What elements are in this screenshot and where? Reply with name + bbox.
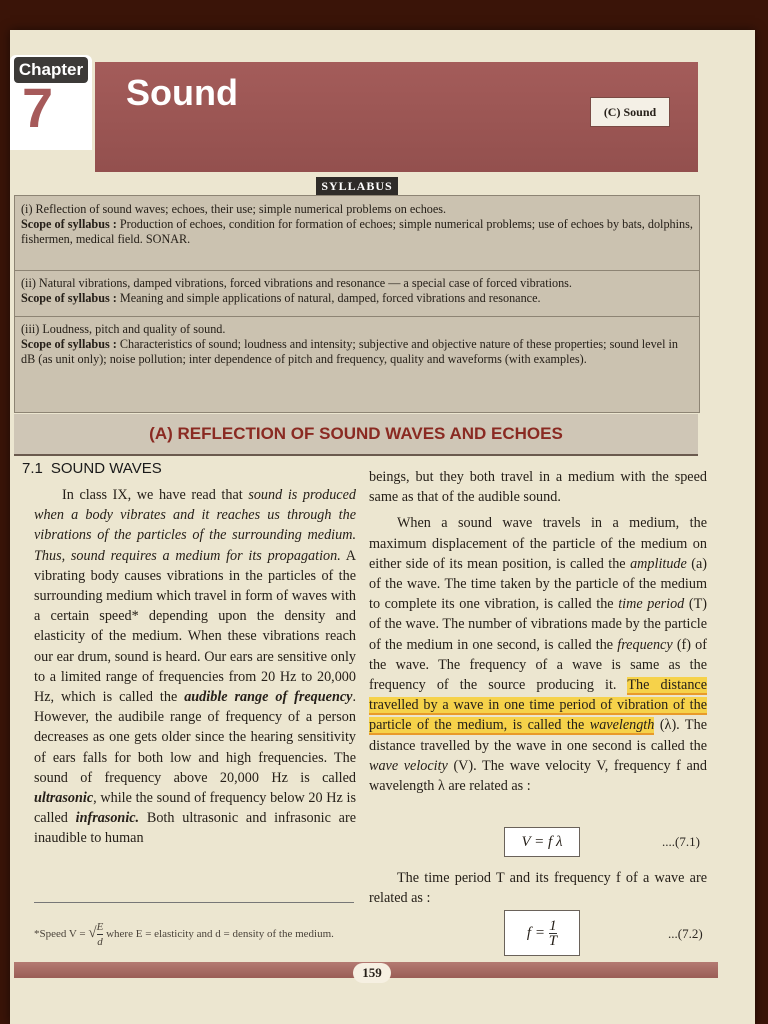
right-column — [369, 467, 707, 796]
syllabus-section-3 — [21, 322, 693, 367]
key-term: infrasonic. — [75, 810, 140, 827]
syllabus-topic: (iii) Loudness, pitch and quality of sound. — [21, 322, 226, 336]
chapter-number: 7 — [22, 76, 54, 139]
key-term: wave velocity — [369, 757, 448, 774]
subsection-number: 7.1 — [22, 460, 43, 477]
equation-box: f = $\frac{1}{T}$ — [504, 910, 580, 956]
chapter-title: Sound — [126, 72, 238, 113]
key-term: frequency — [617, 636, 673, 653]
syllabus-topic: (ii) Natural vibrations, damped vibrations, forced vibrations and resonance — a special case of forced vibrations. — [21, 276, 572, 290]
fraction: $\frac{1}{T}$ — [548, 918, 558, 950]
key-term: audible range of frequency — [184, 689, 353, 706]
footnote-rule — [34, 902, 354, 903]
syllabus-heading: SYLLABUS — [316, 177, 398, 195]
scope-label: Scope of syllabus : — [21, 337, 117, 351]
key-term: ultrasonic — [34, 790, 94, 807]
scope-text: Production of echoes, condition for formation of echoes; simple numerical problems; use of echoes by bats, dolphins, fishermen, medical field. SONAR. — [21, 217, 693, 246]
key-term: time period — [618, 596, 685, 613]
syllabus-box — [14, 195, 700, 413]
divider — [15, 270, 699, 271]
equation-box: V = f λ — [504, 827, 580, 857]
scope-label: Scope of syllabus : — [21, 291, 117, 305]
paragraph: When a sound wave travels in a medium, the maximum displacement of the particle of the medium on either side of its mean position, is called the amplitude (a) of the wave. The time taken by the particle of the medium to complete its one vibration, is called the time period (T) of the wave. The number of vibrations made by the particle of the medium in one second, is called the frequency (f) of the wave. The frequency of a wave is same as the frequency of the source producing it. The distance travelled by a wave in one time period of vibration of the particle of the medium, is called the wavelength (λ). The distance travelled by the wave in one second is called the wave velocity (V). The wave velocity V, frequency f and wavelength λ are related as : — [369, 515, 708, 795]
section-label: (C) Sound — [590, 97, 670, 127]
key-term: amplitude — [630, 555, 687, 572]
scope-text: Meaning and simple applications of natural, damped, forced vibrations and resonance. — [119, 291, 541, 305]
paragraph: beings, but they both travel in a medium with the speed same as that of the audible sound. — [369, 469, 707, 506]
subsection-title: SOUND WAVES — [50, 460, 162, 477]
scope-text: Characteristics of sound; loudness and intensity; subjective and objective nature of these properties; sound level in dB (as unit only); noise pollution; inter dependence of pitch and frequency, quality and waveforms (with examples). — [21, 337, 678, 366]
subsection-heading — [22, 460, 170, 477]
paragraph: The time period T and its frequency f of a wave are related as : — [369, 870, 707, 907]
chapter-label: Chapter — [14, 57, 88, 83]
fraction: $\frac{E}{d}$ — [96, 921, 104, 948]
page-number: 159 — [353, 963, 391, 983]
left-column — [34, 485, 356, 849]
highlighted-text: The distance travelled by a wave in one time period of vibration of the particle of the medium, is called the wavelength — [369, 677, 708, 734]
syllabus-topic: (i) Reflection of sound waves; echoes, their use; simple numerical problems on echoes. — [21, 202, 447, 216]
key-term: wavelength — [589, 717, 655, 734]
paragraph: In class IX, we have read that sound is produced when a body vibrates and it reaches us through the vibrations of the particles of the surrounding medium. Thus, sound requires a medium for its propagation. A vibrating body causes vibrations in the particles of the surrounding medium which travel in form of waves with a certain speed* depending upon the density and elasticity of the medium. When these vibrations reach our ear drum, sound is heard. Our ears are sensitive only to a limited range of frequencies from 20 Hz to 20,000 Hz, which is called the audible range of frequency. However, the audibile range of frequency of a person decreases as one gets older since the hearing sensitivity of ears falls for both low and high frequencies. The sound of frequency above 20,000 Hz is called ultrasonic, while the sound of frequency below 20 Hz is called infrasonic. Both ultrasonic and infrasonic are inaudible to human — [34, 487, 356, 847]
divider — [15, 316, 699, 317]
section-heading: (A) REFLECTION OF SOUND WAVES AND ECHOES — [14, 414, 698, 456]
equation-number: ...(7.2) — [668, 926, 703, 941]
equation-number: ....(7.1) — [662, 834, 700, 849]
syllabus-section-1 — [21, 202, 693, 247]
syllabus-section-2 — [21, 276, 693, 306]
scope-label: Scope of syllabus : — [21, 217, 117, 231]
footnote: *Speed V = √ $\frac{E}{d}$ where E = elasticity and d = density of the medium. — [34, 921, 334, 948]
